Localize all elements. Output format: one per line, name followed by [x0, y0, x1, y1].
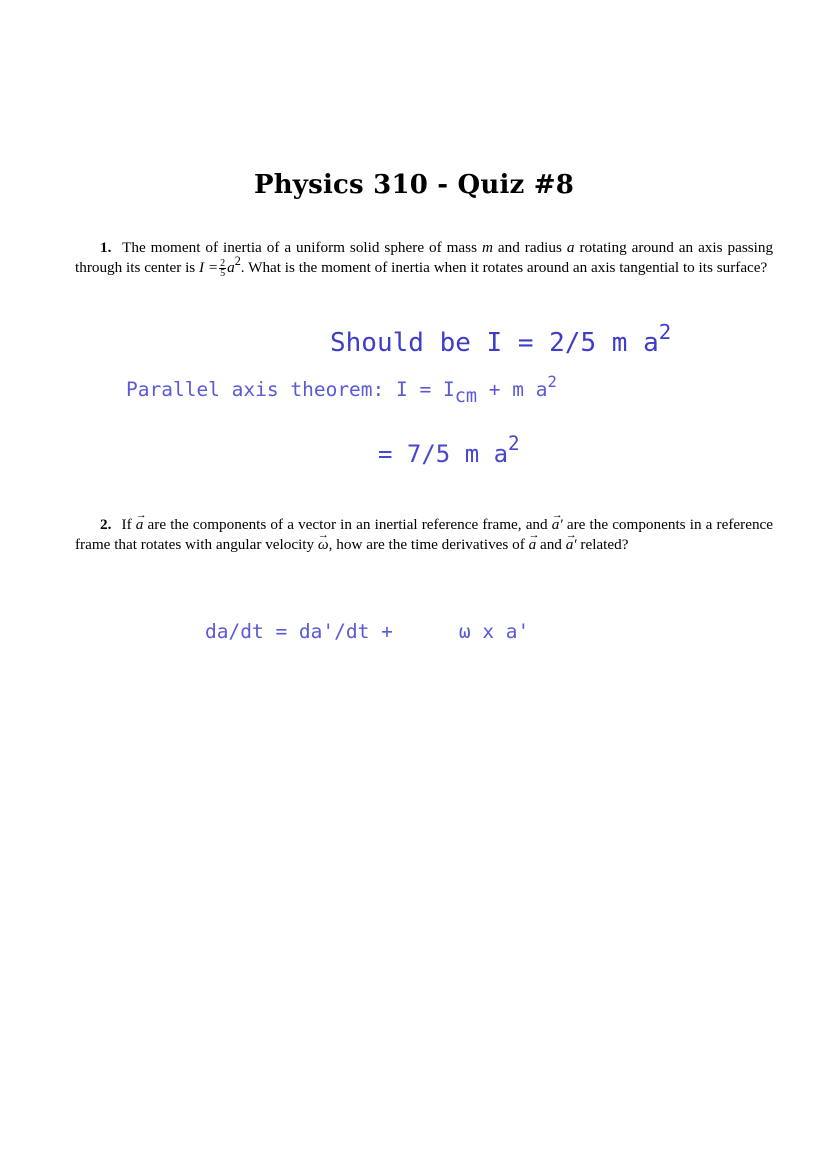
vector-a-prime: → a′ — [566, 536, 577, 553]
handwritten-text: Should be I = 2/5 m a — [330, 328, 659, 358]
question-text: related? — [580, 536, 629, 553]
question-text: The moment of inertia of a uniform solid sphere of mass — [122, 239, 477, 256]
handwritten-text: + m a — [477, 378, 548, 401]
subscript: cm — [454, 386, 478, 408]
fraction — [219, 259, 226, 278]
question-text: rotating around an axis passing through its center is — [75, 239, 774, 276]
question-text: and radius — [497, 239, 562, 256]
question-text: are the components in a reference frame that rotates with angular velocity — [75, 516, 774, 553]
handwritten-text: = 7/5 m a — [378, 440, 509, 468]
question-1 — [75, 238, 773, 278]
variable-a: a — [566, 239, 575, 256]
formula-exponent: 2 — [234, 253, 241, 268]
formula-variable: a — [227, 259, 235, 276]
handwritten-result — [378, 432, 520, 468]
vector-a: → a — [529, 536, 537, 553]
question-text: , how are the time derivatives of — [328, 536, 525, 553]
exponent: 2 — [508, 432, 520, 456]
fraction-denominator: 5 — [220, 268, 226, 280]
handwritten-correction — [330, 319, 672, 358]
fraction-numerator: 2 — [220, 258, 226, 270]
question-text: are the components of a vector in an inertial reference frame, and — [147, 516, 548, 533]
question-number: 2. — [100, 516, 112, 533]
question-2 — [75, 515, 773, 555]
question-text: . What is the moment of inertia when it rotates around an axis tangential to its surface? — [240, 259, 768, 276]
handwritten-text: Parallel axis theorem: I = I — [126, 378, 455, 401]
handwritten-text: da/dt = da'/dt + — [205, 620, 393, 643]
vector-a: → a — [136, 516, 144, 533]
handwritten-parallel-axis — [126, 372, 557, 408]
page-title: Physics 310 - Quiz #8 — [253, 170, 575, 200]
vector-a-prime: → a′ — [552, 516, 563, 533]
question-text: and — [539, 536, 562, 553]
exponent: 2 — [547, 372, 557, 391]
variable-m: m — [481, 239, 493, 256]
exponent: 2 — [658, 319, 672, 344]
question-text: If — [121, 516, 132, 533]
handwritten-text: ω x a' — [458, 620, 530, 643]
vector-omega: → ω — [318, 536, 329, 553]
formula-lhs: I = — [199, 259, 219, 276]
handwritten-answer-2 — [205, 620, 529, 643]
inertia-formula — [199, 253, 241, 280]
question-number: 1. — [100, 239, 112, 256]
